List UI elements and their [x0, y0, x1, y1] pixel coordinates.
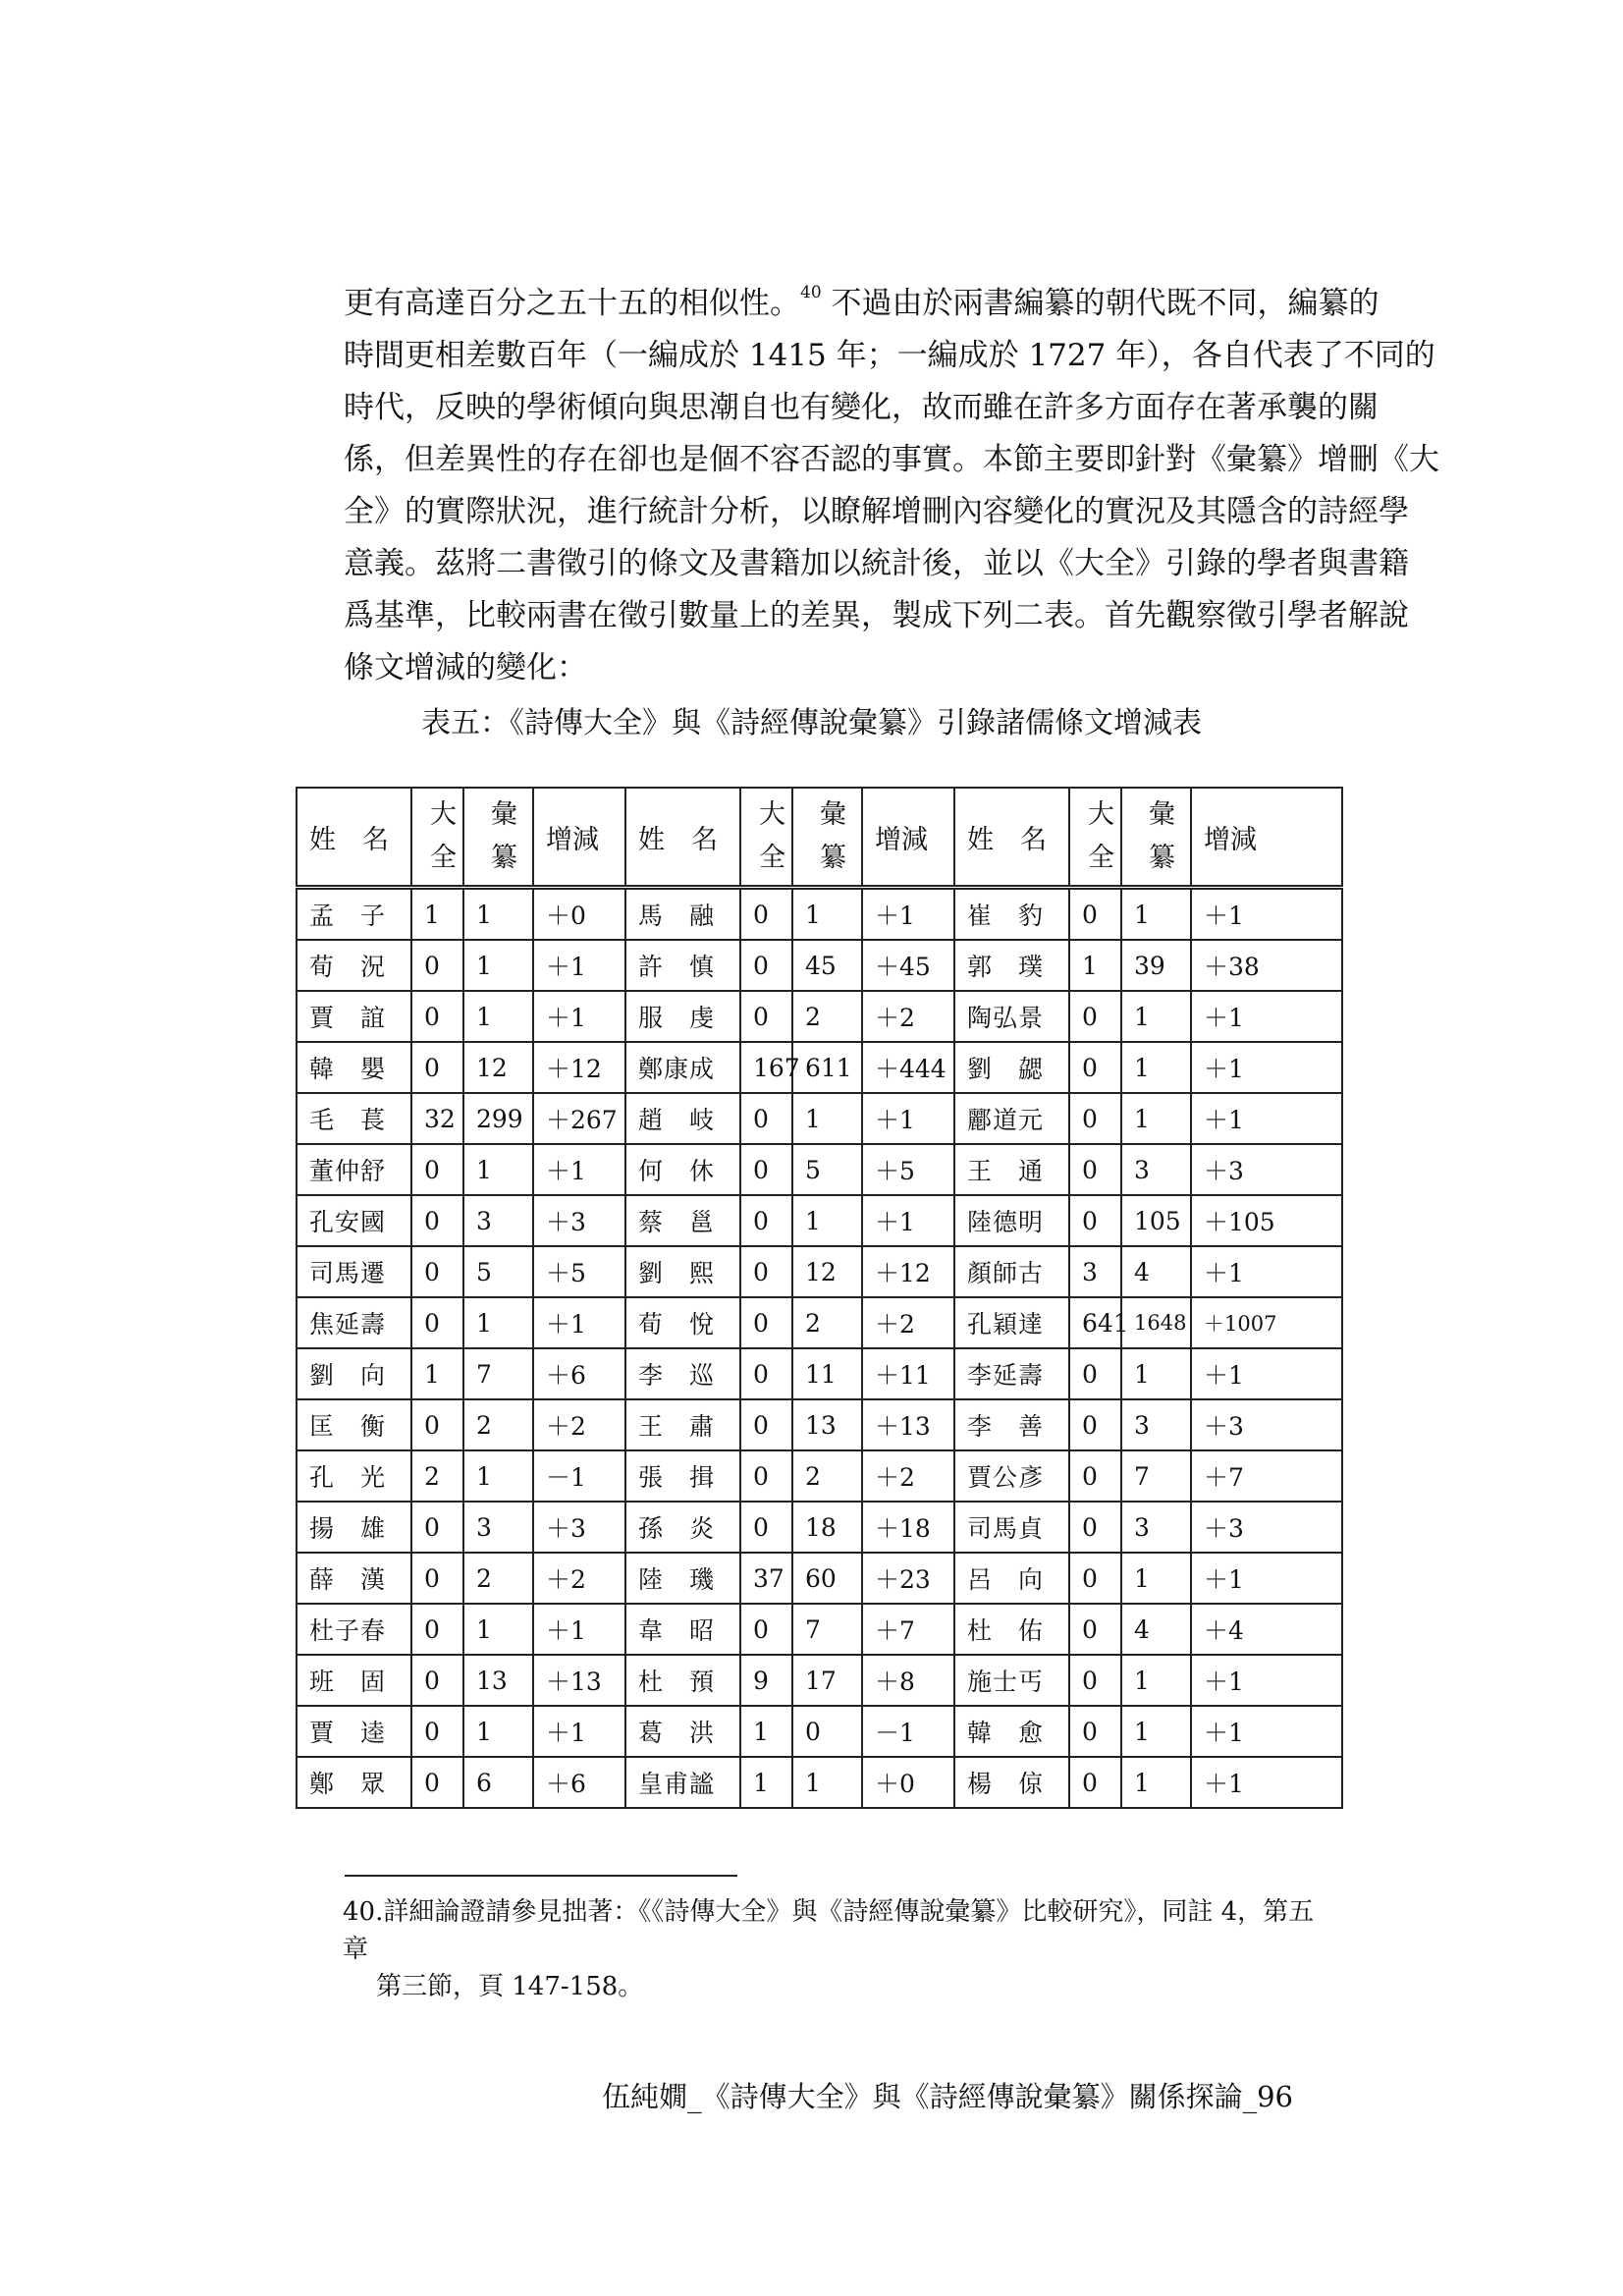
change-value: ＋1 — [1191, 1246, 1342, 1297]
daquan-count: 0 — [1069, 1348, 1121, 1399]
header-name: 姓 名 — [625, 788, 740, 888]
huizuan-count: 1 — [463, 1450, 533, 1502]
change-value: ＋6 — [533, 1348, 625, 1399]
footnote — [343, 1893, 1325, 2005]
scholar-name: 韋 昭 — [625, 1604, 740, 1655]
scholar-name: 皇甫謐 — [625, 1757, 740, 1808]
daquan-count: 0 — [740, 1502, 792, 1553]
huizuan-count: 611 — [792, 1042, 862, 1093]
change-value: ＋8 — [862, 1655, 954, 1706]
daquan-count: 0 — [1069, 1757, 1121, 1808]
scholar-name: 杜 佑 — [954, 1604, 1069, 1655]
huizuan-count: 1 — [463, 888, 533, 941]
daquan-count: 1 — [411, 1348, 463, 1399]
daquan-count: 641 — [1069, 1297, 1121, 1348]
scholar-name: 韓 愈 — [954, 1706, 1069, 1757]
daquan-count: 0 — [411, 1297, 463, 1348]
scholar-name: 董仲舒 — [297, 1144, 411, 1195]
daquan-count: 0 — [411, 1553, 463, 1604]
scholar-name: 陸 璣 — [625, 1553, 740, 1604]
header-daquan: 大 全 — [411, 788, 463, 888]
daquan-count: 0 — [740, 1246, 792, 1297]
scholar-name: 趙 岐 — [625, 1093, 740, 1144]
huizuan-count: 1 — [463, 1144, 533, 1195]
daquan-count: 1 — [1069, 940, 1121, 991]
change-value: ＋2 — [862, 1297, 954, 1348]
daquan-count: 0 — [740, 1399, 792, 1450]
scholar-name: 揚 雄 — [297, 1502, 411, 1553]
scholar-name: 司馬貞 — [954, 1502, 1069, 1553]
huizuan-count: 4 — [1121, 1246, 1191, 1297]
daquan-count: 0 — [411, 1604, 463, 1655]
huizuan-count: 45 — [792, 940, 862, 991]
change-value: ＋1 — [862, 1195, 954, 1246]
huizuan-count: 5 — [463, 1246, 533, 1297]
daquan-count: 0 — [740, 940, 792, 991]
table-row — [297, 1706, 1342, 1757]
change-value: ＋5 — [862, 1144, 954, 1195]
huizuan-count: 7 — [792, 1604, 862, 1655]
daquan-count: 0 — [1069, 1093, 1121, 1144]
change-value: －1 — [533, 1450, 625, 1502]
scholar-name: 鄭 眾 — [297, 1757, 411, 1808]
change-value: ＋3 — [1191, 1144, 1342, 1195]
table-row — [297, 1042, 1342, 1093]
change-value: ＋1 — [1191, 1348, 1342, 1399]
header-change: 增減 — [1191, 788, 1342, 888]
huizuan-count: 3 — [463, 1195, 533, 1246]
huizuan-count: 3 — [1121, 1144, 1191, 1195]
scholar-citation-table — [296, 787, 1343, 1809]
change-value: ＋12 — [862, 1246, 954, 1297]
change-value: ＋2 — [533, 1553, 625, 1604]
scholar-name: 楊 倞 — [954, 1757, 1069, 1808]
scholar-name: 鄭康成 — [625, 1042, 740, 1093]
daquan-count: 0 — [411, 1042, 463, 1093]
scholar-name: 薛 漢 — [297, 1553, 411, 1604]
huizuan-count: 1648 — [1121, 1297, 1191, 1348]
scholar-name: 焦延壽 — [297, 1297, 411, 1348]
scholar-name: 郭 璞 — [954, 940, 1069, 991]
huizuan-count: 4 — [1121, 1604, 1191, 1655]
scholar-name: 葛 洪 — [625, 1706, 740, 1757]
scholar-name: 張 揖 — [625, 1450, 740, 1502]
page-footer: 伍純嫺_《詩傳大全》與《詩經傳說彙纂》關係探論_96 — [602, 2080, 1293, 2113]
table-row — [297, 1502, 1342, 1553]
table-row — [297, 1757, 1342, 1808]
scholar-name: 賈 逵 — [297, 1706, 411, 1757]
change-value: ＋1 — [533, 1706, 625, 1757]
huizuan-count: 1 — [1121, 1706, 1191, 1757]
huizuan-count: 12 — [463, 1042, 533, 1093]
change-value: ＋2 — [862, 1450, 954, 1502]
scholar-name: 荀 悅 — [625, 1297, 740, 1348]
scholar-name: 孫 炎 — [625, 1502, 740, 1553]
daquan-count: 0 — [1069, 1655, 1121, 1706]
scholar-name: 劉 勰 — [954, 1042, 1069, 1093]
huizuan-count: 13 — [463, 1655, 533, 1706]
table-row — [297, 1655, 1342, 1706]
huizuan-count: 2 — [792, 991, 862, 1042]
change-value: ＋1 — [533, 991, 625, 1042]
paragraph-line: 係，但差異性的存在卻也是個不容否認的事實。本節主要即針對《彙纂》增刪《大 — [344, 442, 1439, 477]
change-value: ＋3 — [533, 1502, 625, 1553]
scholar-name: 孔安國 — [297, 1195, 411, 1246]
daquan-count: 0 — [411, 940, 463, 991]
scholar-name: 陶弘景 — [954, 991, 1069, 1042]
huizuan-count: 1 — [463, 940, 533, 991]
daquan-count: 0 — [411, 1706, 463, 1757]
change-value: ＋267 — [533, 1093, 625, 1144]
huizuan-count: 3 — [1121, 1502, 1191, 1553]
scholar-name: 荀 況 — [297, 940, 411, 991]
huizuan-count: 1 — [1121, 1553, 1191, 1604]
scholar-name: 班 固 — [297, 1655, 411, 1706]
huizuan-count: 3 — [463, 1502, 533, 1553]
change-value: ＋7 — [1191, 1450, 1342, 1502]
scholar-name: 李 巡 — [625, 1348, 740, 1399]
change-value: ＋1 — [1191, 1093, 1342, 1144]
daquan-count: 0 — [1069, 1502, 1121, 1553]
scholar-name: 杜子春 — [297, 1604, 411, 1655]
daquan-count: 0 — [1069, 1450, 1121, 1502]
footnote-ref[interactable]: 40 — [800, 283, 822, 302]
change-value: ＋1 — [533, 1297, 625, 1348]
huizuan-count: 1 — [792, 888, 862, 941]
daquan-count: 0 — [411, 1757, 463, 1808]
change-value: ＋1 — [1191, 991, 1342, 1042]
paragraph-line: 全》的實際狀況，進行統計分析，以瞭解增刪內容變化的實況及其隱含的詩經學 — [344, 494, 1409, 529]
daquan-count: 3 — [1069, 1246, 1121, 1297]
paragraph-line: 更有高達百分之五十五的相似性。$^{40}$ 不過由於兩書編纂的朝代既不同，編纂的 — [344, 283, 1380, 321]
daquan-count: 0 — [1069, 1706, 1121, 1757]
header-huizuan: 彙 纂 — [792, 788, 862, 888]
scholar-name: 服 虔 — [625, 991, 740, 1042]
change-value: ＋1 — [862, 888, 954, 941]
header-name: 姓 名 — [297, 788, 411, 888]
table-row — [297, 1297, 1342, 1348]
scholar-name: 司馬遷 — [297, 1246, 411, 1297]
change-value: ＋5 — [533, 1246, 625, 1297]
scholar-name: 崔 豹 — [954, 888, 1069, 941]
table-row — [297, 1553, 1342, 1604]
change-value: ＋18 — [862, 1502, 954, 1553]
change-value: ＋38 — [1191, 940, 1342, 991]
change-value: ＋12 — [533, 1042, 625, 1093]
daquan-count: 0 — [1069, 1144, 1121, 1195]
huizuan-count: 11 — [792, 1348, 862, 1399]
daquan-count: 0 — [740, 1195, 792, 1246]
huizuan-count: 0 — [792, 1706, 862, 1757]
change-value: ＋11 — [862, 1348, 954, 1399]
scholar-name: 賈 誼 — [297, 991, 411, 1042]
daquan-count: 32 — [411, 1093, 463, 1144]
daquan-count: 9 — [740, 1655, 792, 1706]
daquan-count: 0 — [740, 1144, 792, 1195]
huizuan-count: 299 — [463, 1093, 533, 1144]
scholar-name: 李延壽 — [954, 1348, 1069, 1399]
huizuan-count: 1 — [792, 1195, 862, 1246]
scholar-name: 毛 萇 — [297, 1093, 411, 1144]
scholar-name: 王 通 — [954, 1144, 1069, 1195]
huizuan-count: 12 — [792, 1246, 862, 1297]
scholar-name: 馬 融 — [625, 888, 740, 941]
huizuan-count: 39 — [1121, 940, 1191, 991]
daquan-count: 0 — [411, 991, 463, 1042]
daquan-count: 1 — [740, 1757, 792, 1808]
change-value: ＋13 — [533, 1655, 625, 1706]
scholar-name: 孟 子 — [297, 888, 411, 941]
daquan-count: 0 — [411, 1144, 463, 1195]
change-value: ＋0 — [862, 1757, 954, 1808]
daquan-count: 0 — [740, 1450, 792, 1502]
huizuan-count: 18 — [792, 1502, 862, 1553]
scholar-name: 許 慎 — [625, 940, 740, 991]
table-row — [297, 1604, 1342, 1655]
change-value: ＋105 — [1191, 1195, 1342, 1246]
huizuan-count: 1 — [1121, 1655, 1191, 1706]
scholar-name: 呂 向 — [954, 1553, 1069, 1604]
huizuan-count: 2 — [792, 1450, 862, 1502]
change-value: ＋1 — [533, 1604, 625, 1655]
daquan-count: 0 — [740, 888, 792, 941]
huizuan-count: 1 — [1121, 1757, 1191, 1808]
header-change: 增減 — [862, 788, 954, 888]
table-row — [297, 1246, 1342, 1297]
daquan-count: 2 — [411, 1450, 463, 1502]
change-value: ＋3 — [533, 1195, 625, 1246]
scholar-name: 賈公彥 — [954, 1450, 1069, 1502]
daquan-count: 0 — [740, 1348, 792, 1399]
scholar-name: 陸德明 — [954, 1195, 1069, 1246]
scholar-name: 劉 熙 — [625, 1246, 740, 1297]
scholar-name: 王 肅 — [625, 1399, 740, 1450]
huizuan-count: 60 — [792, 1553, 862, 1604]
table-body — [297, 888, 1342, 1809]
table-row — [297, 1093, 1342, 1144]
daquan-count: 37 — [740, 1553, 792, 1604]
footnote-divider — [345, 1875, 737, 1877]
change-value: ＋23 — [862, 1553, 954, 1604]
huizuan-count: 13 — [792, 1399, 862, 1450]
table-row — [297, 1450, 1342, 1502]
table-row — [297, 940, 1342, 991]
table-row — [297, 1144, 1342, 1195]
huizuan-count: 1 — [1121, 888, 1191, 941]
scholar-name: 蔡 邕 — [625, 1195, 740, 1246]
change-value: ＋1 — [1191, 1042, 1342, 1093]
daquan-count: 0 — [1069, 888, 1121, 941]
footnote-line: 第三節，頁 147-158。 — [376, 1972, 644, 2001]
change-value: ＋1 — [1191, 1553, 1342, 1604]
daquan-count: 0 — [1069, 1604, 1121, 1655]
huizuan-count: 7 — [463, 1348, 533, 1399]
scholar-name: 酈道元 — [954, 1093, 1069, 1144]
huizuan-count: 1 — [1121, 1093, 1191, 1144]
change-value: ＋1 — [1191, 1757, 1342, 1808]
table-caption: 表五：《詩傳大全》與《詩經傳說彙纂》引錄諸儒條文增減表 — [421, 706, 1202, 740]
table-row — [297, 1348, 1342, 1399]
scholar-name: 何 休 — [625, 1144, 740, 1195]
change-value: ＋7 — [862, 1604, 954, 1655]
header-daquan: 大 全 — [740, 788, 792, 888]
body-paragraph — [344, 278, 1439, 694]
huizuan-count: 2 — [792, 1297, 862, 1348]
huizuan-count: 105 — [1121, 1195, 1191, 1246]
header-huizuan: 彙 纂 — [1121, 788, 1191, 888]
change-value: ＋1 — [1191, 888, 1342, 941]
paragraph-line: 爲基準，比較兩書在徵引數量上的差異，製成下列二表。首先觀察徵引學者解說 — [344, 598, 1409, 633]
daquan-count: 1 — [411, 888, 463, 941]
daquan-count: 0 — [740, 1604, 792, 1655]
scholar-name: 施士丐 — [954, 1655, 1069, 1706]
daquan-count: 0 — [1069, 991, 1121, 1042]
huizuan-count: 5 — [792, 1144, 862, 1195]
daquan-count: 0 — [411, 1655, 463, 1706]
huizuan-count: 1 — [1121, 1042, 1191, 1093]
paragraph-line: 條文增減的變化： — [344, 650, 587, 685]
paragraph-line: 時間更相差數百年（一編成於 1415 年；一編成於 1727 年），各自代表了不同的 — [344, 338, 1435, 373]
change-value: ＋3 — [1191, 1399, 1342, 1450]
change-value: ＋1 — [1191, 1655, 1342, 1706]
daquan-count: 0 — [411, 1246, 463, 1297]
huizuan-count: 2 — [463, 1553, 533, 1604]
change-value: ＋1007 — [1191, 1297, 1342, 1348]
change-value: ＋1 — [533, 1144, 625, 1195]
huizuan-count: 1 — [792, 1093, 862, 1144]
change-value: ＋1 — [1191, 1706, 1342, 1757]
scholar-name: 顏師古 — [954, 1246, 1069, 1297]
scholar-name: 劉 向 — [297, 1348, 411, 1399]
huizuan-count: 7 — [1121, 1450, 1191, 1502]
daquan-count: 1 — [740, 1706, 792, 1757]
header-huizuan: 彙 纂 — [463, 788, 533, 888]
huizuan-count: 1 — [792, 1757, 862, 1808]
change-value: ＋13 — [862, 1399, 954, 1450]
daquan-count: 0 — [1069, 1042, 1121, 1093]
daquan-count: 0 — [411, 1195, 463, 1246]
huizuan-count: 1 — [463, 1297, 533, 1348]
daquan-count: 0 — [740, 1297, 792, 1348]
daquan-count: 0 — [411, 1399, 463, 1450]
daquan-count: 167 — [740, 1042, 792, 1093]
change-value: ＋444 — [862, 1042, 954, 1093]
header-change: 增減 — [533, 788, 625, 888]
scholar-name: 孔 光 — [297, 1450, 411, 1502]
change-value: －1 — [862, 1706, 954, 1757]
table-header-row — [297, 788, 1342, 888]
huizuan-count: 1 — [463, 1706, 533, 1757]
scholar-name: 李 善 — [954, 1399, 1069, 1450]
scholar-name: 匡 衡 — [297, 1399, 411, 1450]
daquan-count: 0 — [1069, 1553, 1121, 1604]
scholar-name: 韓 嬰 — [297, 1042, 411, 1093]
footnote-line: 40.詳細論證請參見拙著：《《詩傳大全》與《詩經傳說彙纂》比較研究》，同註 4，第五章 — [343, 1897, 1315, 1964]
scholar-name: 杜 預 — [625, 1655, 740, 1706]
change-value: ＋2 — [533, 1399, 625, 1450]
table-row — [297, 888, 1342, 941]
table-row — [297, 991, 1342, 1042]
daquan-count: 0 — [1069, 1195, 1121, 1246]
paragraph-line: 意義。茲將二書徵引的條文及書籍加以統計後，並以《大全》引錄的學者與書籍 — [344, 546, 1409, 581]
daquan-count: 0 — [411, 1502, 463, 1553]
huizuan-count: 17 — [792, 1655, 862, 1706]
change-value: ＋0 — [533, 888, 625, 941]
table-row — [297, 1195, 1342, 1246]
change-value: ＋3 — [1191, 1502, 1342, 1553]
header-daquan: 大 全 — [1069, 788, 1121, 888]
huizuan-count: 1 — [1121, 991, 1191, 1042]
daquan-count: 0 — [740, 991, 792, 1042]
change-value: ＋6 — [533, 1757, 625, 1808]
header-name: 姓 名 — [954, 788, 1069, 888]
table-row — [297, 1399, 1342, 1450]
daquan-count: 0 — [740, 1093, 792, 1144]
paragraph-line: 時代，反映的學術傾向與思潮自也有變化，故而雖在許多方面存在著承襲的關 — [344, 390, 1379, 425]
huizuan-count: 3 — [1121, 1399, 1191, 1450]
scholar-name: 孔穎達 — [954, 1297, 1069, 1348]
change-value: ＋2 — [862, 991, 954, 1042]
huizuan-count: 1 — [463, 991, 533, 1042]
change-value: ＋4 — [1191, 1604, 1342, 1655]
daquan-count: 0 — [1069, 1399, 1121, 1450]
huizuan-count: 2 — [463, 1399, 533, 1450]
huizuan-count: 1 — [463, 1604, 533, 1655]
huizuan-count: 6 — [463, 1757, 533, 1808]
change-value: ＋1 — [862, 1093, 954, 1144]
change-value: ＋1 — [533, 940, 625, 991]
change-value: ＋45 — [862, 940, 954, 991]
huizuan-count: 1 — [1121, 1348, 1191, 1399]
